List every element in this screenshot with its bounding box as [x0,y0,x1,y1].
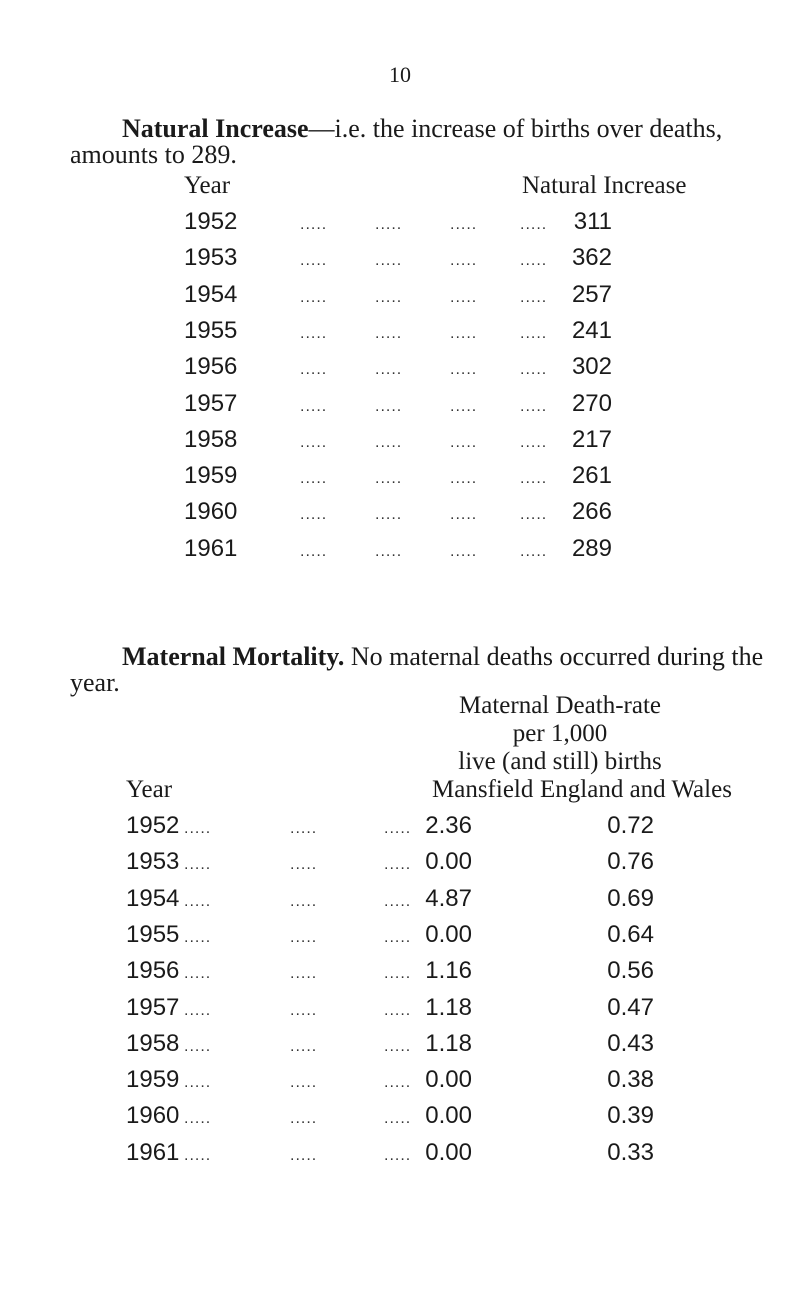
leader-dots: ..... [300,398,328,415]
leader-dots: ..... [450,506,478,523]
leader-dots: ..... [384,965,412,982]
natural-increase-value-cell: 217 [571,426,612,453]
year-cell: 1956 [184,353,238,380]
england-wales-rate-cell: 0.69 [607,885,654,912]
leader-dots: ..... [300,470,328,487]
leader-dots: ..... [450,252,478,269]
year-cell: 1957 [184,390,238,417]
england-wales-rate-cell: 0.39 [607,1102,654,1129]
leader-dots: ..... [375,506,403,523]
maternal-mortality-heading: Maternal Mortality. [122,642,345,671]
leader-dots: ..... [520,252,548,269]
natural-increase-value-cell: 270 [571,390,612,417]
leader-dots: ..... [450,543,478,560]
leader-dots: ..... [184,1038,212,1055]
leader-dots: ..... [184,929,212,946]
leader-dots: ..... [290,893,318,910]
leader-dots: ..... [375,325,403,342]
leader-dots: ..... [520,543,548,560]
leader-dots: ..... [520,506,548,523]
leader-dots: ..... [184,856,212,873]
natural-increase-value-cell: 257 [571,281,612,308]
natural-increase-intro-line2: amounts to 289. [70,140,237,169]
mansfield-rate-cell: 1.18 [425,1030,472,1057]
leader-dots: ..... [450,434,478,451]
natural-increase-value-cell: 266 [571,498,612,525]
leader-dots: ..... [384,1110,412,1127]
england-wales-rate-cell: 0.38 [607,1066,654,1093]
maternal-mortality-intro-line1 [122,640,763,674]
mansfield-rate-cell: 1.18 [425,994,472,1021]
maternal-group-header-line3: live (and still) births [458,748,662,775]
leader-dots: ..... [375,470,403,487]
leader-dots: ..... [290,1110,318,1127]
year-cell: 1954 [126,885,180,912]
year-cell: 1961 [126,1139,180,1166]
year-cell: 1957 [126,994,180,1021]
leader-dots: ..... [375,361,403,378]
natural-increase-value-header: Natural Increase [522,172,687,199]
leader-dots: ..... [520,216,548,233]
leader-dots: ..... [375,289,403,306]
natural-increase-value-cell: 241 [571,317,612,344]
leader-dots: ..... [375,434,403,451]
leader-dots: ..... [520,434,548,451]
mansfield-rate-cell: 1.16 [425,957,472,984]
maternal-group-header-line2: per 1,000 [512,720,608,747]
leader-dots: ..... [450,216,478,233]
year-cell: 1952 [126,812,180,839]
year-cell: 1958 [126,1030,180,1057]
leader-dots: ..... [300,506,328,523]
year-cell: 1958 [184,426,238,453]
england-wales-rate-cell: 0.76 [607,848,654,875]
year-cell: 1961 [184,535,238,562]
natural-increase-value-cell: 261 [571,462,612,489]
leader-dots: ..... [520,361,548,378]
natural-increase-value-cell: 289 [571,535,612,562]
year-cell: 1955 [184,317,238,344]
year-cell: 1959 [126,1066,180,1093]
natural-increase-heading: Natural Increase [122,114,309,143]
natural-increase-value-cell: 362 [571,244,612,271]
year-cell: 1954 [184,281,238,308]
mansfield-rate-cell: 0.00 [425,1102,472,1129]
england-wales-rate-cell: 0.43 [607,1030,654,1057]
leader-dots: ..... [184,1002,212,1019]
leader-dots: ..... [290,856,318,873]
maternal-mansfield-header: Mansfield [432,776,534,803]
mansfield-rate-cell: 0.00 [425,1066,472,1093]
leader-dots: ..... [300,252,328,269]
leader-dots: ..... [384,1074,412,1091]
leader-dots: ..... [290,965,318,982]
mansfield-rate-cell: 4.87 [425,885,472,912]
leader-dots: ..... [384,929,412,946]
maternal-mortality-intro-text: No maternal deaths occurred during the [350,642,764,671]
leader-dots: ..... [184,1074,212,1091]
leader-dots: ..... [375,252,403,269]
leader-dots: ..... [184,1110,212,1127]
leader-dots: ..... [290,1038,318,1055]
page-number: 10 [389,62,411,87]
leader-dots: ..... [290,1147,318,1164]
leader-dots: ..... [520,325,548,342]
leader-dots: ..... [384,1002,412,1019]
natural-increase-value-cell: 302 [571,353,612,380]
leader-dots: ..... [450,289,478,306]
leader-dots: ..... [300,434,328,451]
natural-increase-year-header: Year [184,172,231,199]
leader-dots: ..... [290,929,318,946]
leader-dots: ..... [300,289,328,306]
leader-dots: ..... [450,470,478,487]
leader-dots: ..... [384,1038,412,1055]
england-wales-rate-cell: 0.56 [607,957,654,984]
year-cell: 1953 [126,848,180,875]
maternal-group-header-line1: Maternal Death-rate [459,692,661,719]
leader-dots: ..... [520,398,548,415]
year-cell: 1952 [184,208,238,235]
leader-dots: ..... [300,543,328,560]
year-cell: 1953 [184,244,238,271]
leader-dots: ..... [384,856,412,873]
leader-dots: ..... [375,216,403,233]
leader-dots: ..... [300,325,328,342]
leader-dots: ..... [450,325,478,342]
leader-dots: ..... [520,470,548,487]
leader-dots: ..... [450,361,478,378]
leader-dots: ..... [520,289,548,306]
year-cell: 1955 [126,921,180,948]
mansfield-rate-cell: 2.36 [425,812,472,839]
leader-dots: ..... [384,820,412,837]
natural-increase-intro-text: —i.e. the increase of births over deaths, [308,114,723,143]
leader-dots: ..... [184,820,212,837]
leader-dots: ..... [290,1074,318,1091]
england-wales-rate-cell: 0.33 [607,1139,654,1166]
leader-dots: ..... [384,893,412,910]
leader-dots: ..... [384,1147,412,1164]
leader-dots: ..... [375,398,403,415]
maternal-year-header: Year [126,776,173,803]
leader-dots: ..... [290,820,318,837]
leader-dots: ..... [184,965,212,982]
leader-dots: ..... [375,543,403,560]
leader-dots: ..... [300,361,328,378]
leader-dots: ..... [290,1002,318,1019]
maternal-mortality-intro-line2: year. [70,668,120,697]
year-cell: 1956 [126,957,180,984]
maternal-england-header: England and Wales [540,776,732,803]
mansfield-rate-cell: 0.00 [425,1139,472,1166]
leader-dots: ..... [184,893,212,910]
year-cell: 1959 [184,462,238,489]
england-wales-rate-cell: 0.47 [607,994,654,1021]
leader-dots: ..... [300,216,328,233]
leader-dots: ..... [450,398,478,415]
mansfield-rate-cell: 0.00 [425,848,472,875]
natural-increase-value-cell: 311 [573,208,612,235]
england-wales-rate-cell: 0.72 [607,812,654,839]
year-cell: 1960 [184,498,238,525]
leader-dots: ..... [184,1147,212,1164]
mansfield-rate-cell: 0.00 [425,921,472,948]
england-wales-rate-cell: 0.64 [607,921,654,948]
year-cell: 1960 [126,1102,180,1129]
